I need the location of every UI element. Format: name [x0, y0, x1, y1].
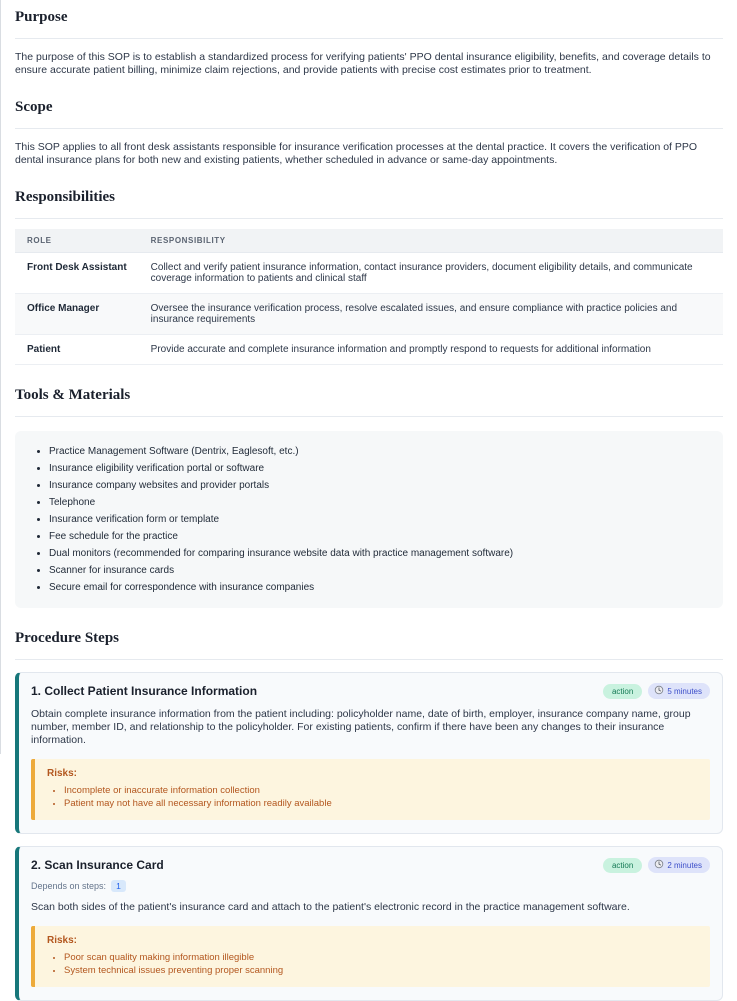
step-header: [31, 857, 710, 873]
step-description: Obtain complete insurance information from the patient including: policyholder name, date of birth, employer, insurance company name, group number, member ID, and relationship to the policyholder. For existing patients, confirm if there have been any changes to their insurance information.: [31, 708, 691, 746]
risks-list: [47, 784, 698, 810]
step-duration-label: 2 minutes: [667, 860, 702, 870]
role-cell: Office Manager: [15, 294, 139, 335]
list-item: • Telephone: [49, 494, 709, 511]
responsibilities-table: [15, 229, 723, 365]
tools-list-box: [15, 431, 723, 608]
tools-heading: Tools & Materials: [15, 365, 723, 417]
risks-box: [31, 759, 710, 820]
risk-item: • System technical issues preventing proper scanning: [64, 964, 698, 977]
list-item: • Secure email for correspondence with insurance companies: [49, 579, 709, 596]
procedure-steps-heading: Procedure Steps: [15, 608, 723, 660]
column-header-responsibility: RESPONSIBILITY: [139, 229, 723, 253]
step-description: Scan both sides of the patient's insurance card and attach to the patient's electronic record in the practice management software.: [31, 901, 630, 913]
list-item: • Fee schedule for the practice: [49, 528, 709, 545]
risks-label: Risks:: [47, 935, 78, 946]
risk-item: • Patient may not have all necessary information readily available: [64, 797, 698, 810]
table-row: [15, 294, 723, 335]
responsibility-cell: Collect and verify patient insurance information, contact insurance providers, document eligibility details, and communicate coverage information to patients and clinical staff: [139, 253, 723, 294]
responsibility-cell: Oversee the insurance verification process, resolve escalated issues, and ensure compliance with practice policies and insurance requirements: [139, 294, 723, 335]
list-item: • Insurance verification form or template: [49, 511, 709, 528]
clock-icon: [654, 685, 664, 697]
clock-icon: [654, 859, 664, 871]
step-type-badge: action: [603, 684, 642, 699]
step-duration-label: 5 minutes: [667, 686, 702, 696]
role-cell: Patient: [15, 335, 139, 365]
list-item: • Scanner for insurance cards: [49, 562, 709, 579]
table-header-row: [15, 229, 723, 253]
depends-label: Depends on steps:: [31, 881, 107, 891]
list-item: • Dual monitors (recommended for comparing insurance website data with practice management software): [49, 545, 709, 562]
purpose-body: The purpose of this SOP is to establish a standardized process for verifying patients' PPO dental insurance eligibility, benefits, and coverage details to ensure accurate patient billing, minimize claim rejections, and provide patients with precise cost estimates prior to treatment.: [15, 51, 711, 76]
procedure-step-card-2: [15, 846, 723, 1001]
role-cell: Front Desk Assistant: [15, 253, 139, 294]
scope-body: This SOP applies to all front desk assistants responsible for insurance verification processes at the dental practice. It covers the verification of PPO dental insurance plans for both new and existing patients, whether scheduled in advance or same-day appointments.: [15, 141, 698, 166]
step-badges: [603, 857, 710, 873]
list-item: • Insurance eligibility verification portal or software: [49, 460, 709, 477]
list-item: • Practice Management Software (Dentrix, Eaglesoft, etc.): [49, 443, 709, 460]
column-header-role: ROLE: [15, 229, 139, 253]
step-type-badge: action: [603, 858, 642, 873]
table-row: [15, 335, 723, 365]
responsibility-cell: Provide accurate and complete insurance information and promptly respond to requests for additional information: [139, 335, 723, 365]
risks-box: [31, 926, 710, 987]
step-title: 2. Scan Insurance Card: [31, 858, 164, 872]
step-header: [31, 683, 710, 699]
table-row: [15, 253, 723, 294]
step-badges: [603, 683, 710, 699]
depends-step-badge: 1: [111, 880, 126, 892]
risk-item: • Incomplete or inaccurate information collection: [64, 784, 698, 797]
responsibilities-heading: Responsibilities: [15, 167, 723, 219]
scope-heading: Scope: [15, 77, 723, 129]
step-duration-badge: [648, 683, 710, 699]
purpose-heading: Purpose: [15, 0, 723, 39]
tools-list: [29, 443, 709, 596]
procedure-step-card-1: [15, 672, 723, 834]
risk-item: • Poor scan quality making information illegible: [64, 951, 698, 964]
step-duration-badge: [648, 857, 710, 873]
risks-label: Risks:: [47, 768, 78, 779]
depends-on-steps-row: [31, 880, 710, 892]
list-item: • Insurance company websites and provider portals: [49, 477, 709, 494]
step-title: 1. Collect Patient Insurance Information: [31, 684, 258, 698]
risks-list: [47, 951, 698, 977]
